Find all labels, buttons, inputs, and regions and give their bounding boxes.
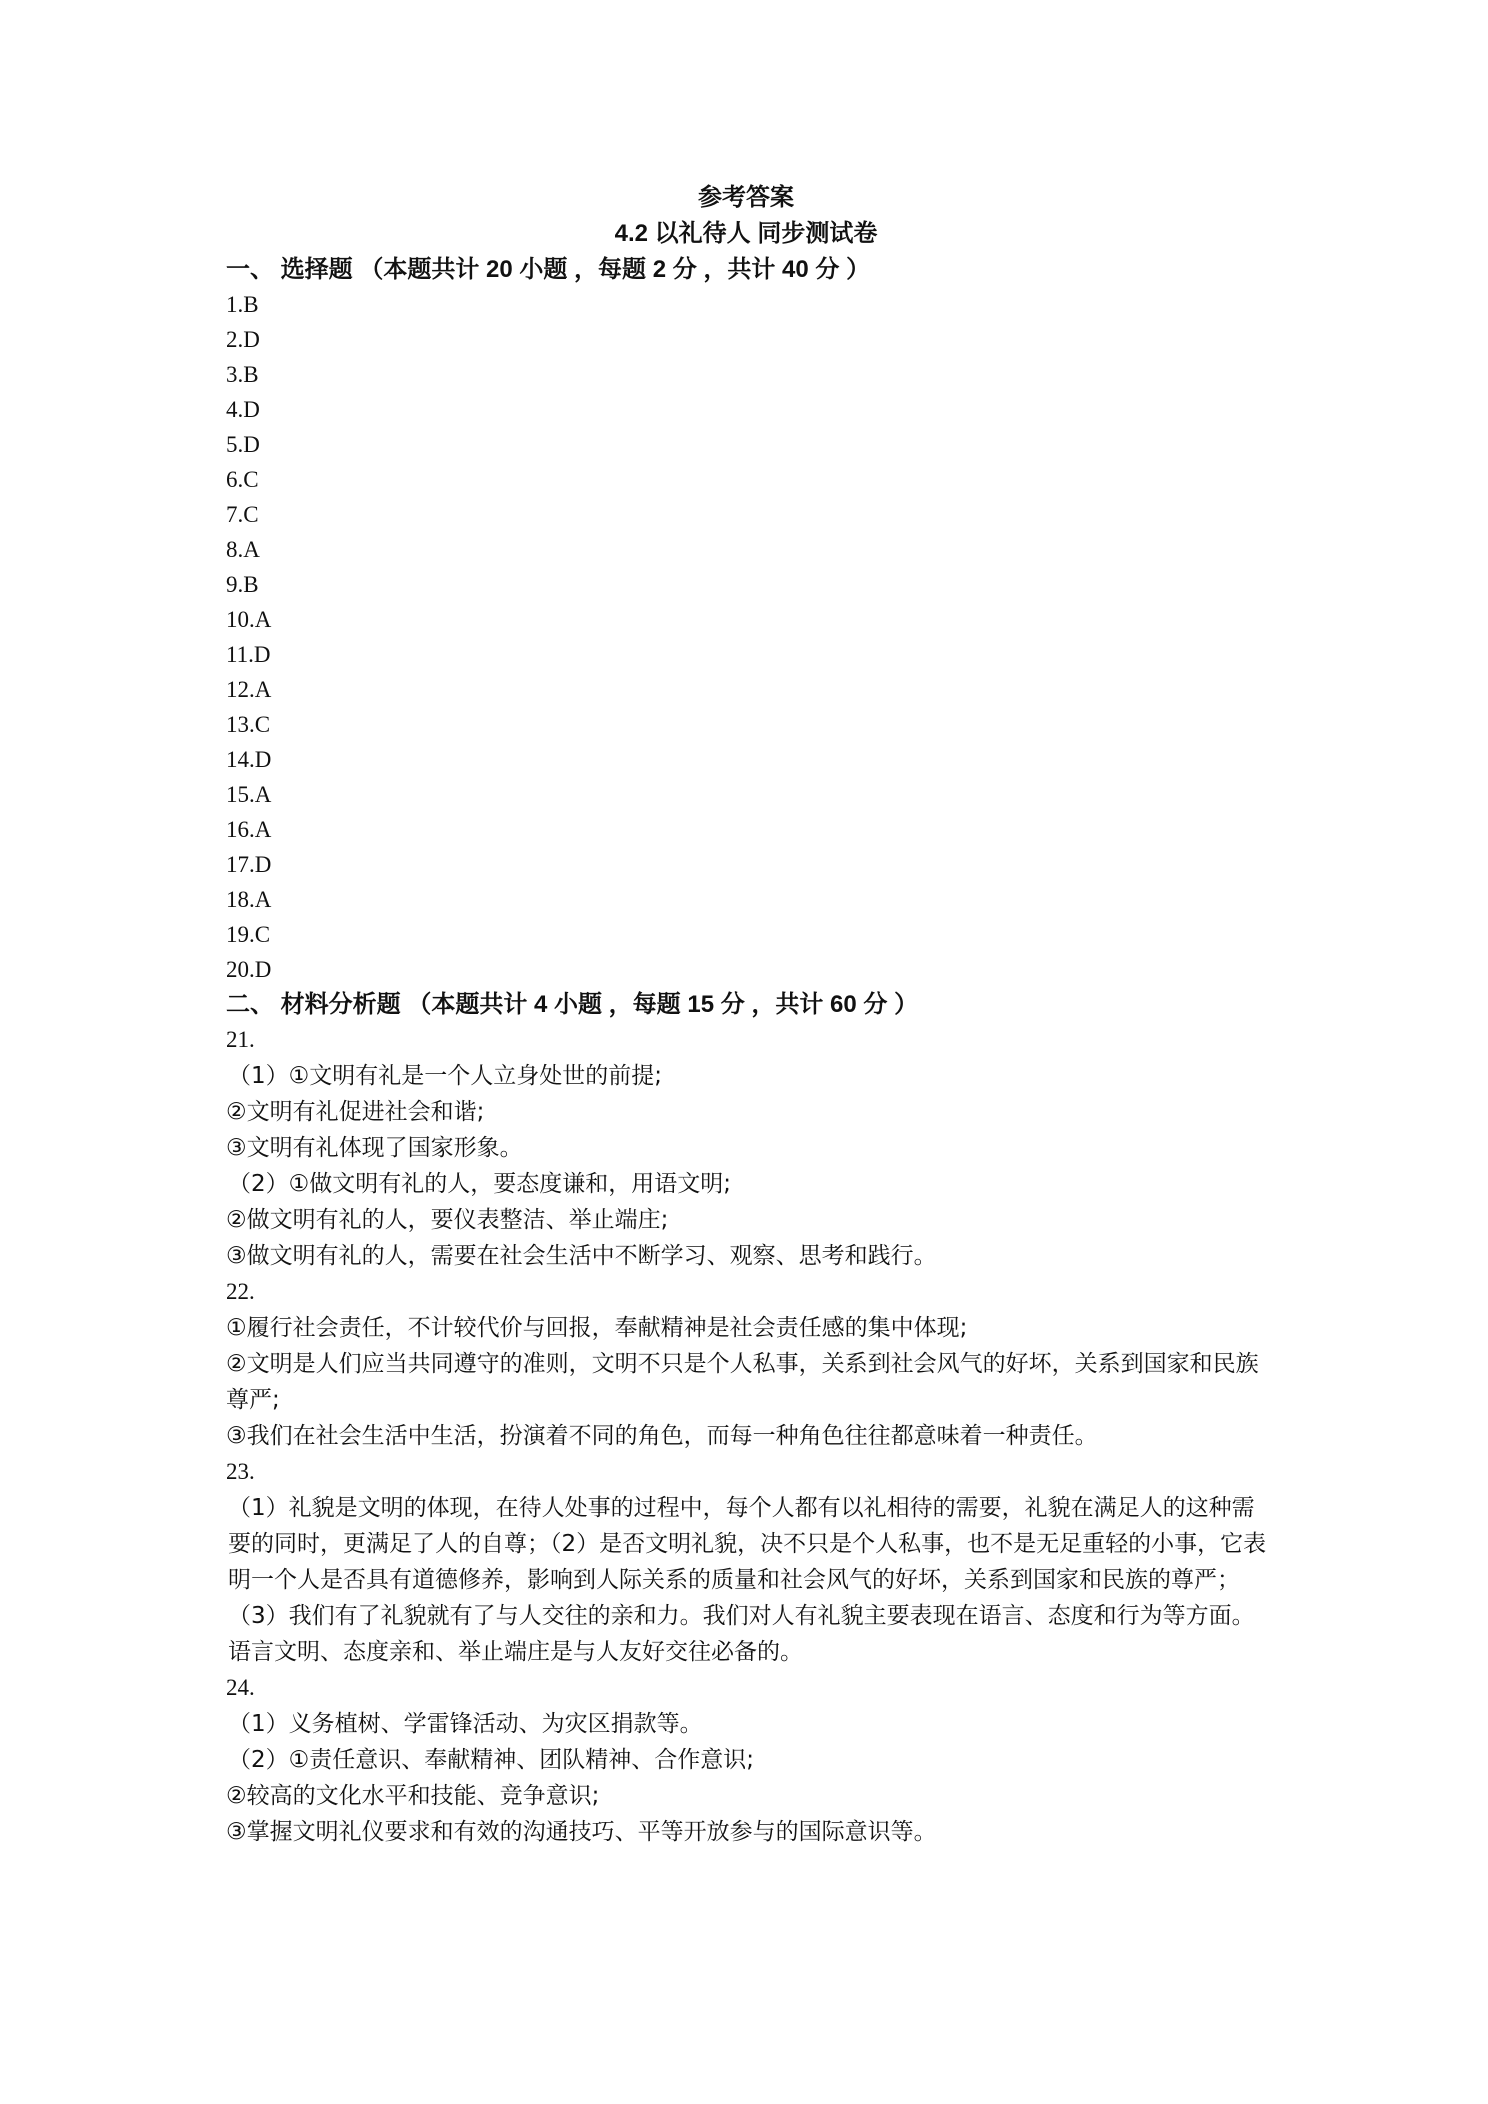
question-number: 23. (226, 1459, 255, 1484)
choice-answer: 12.A (226, 677, 272, 702)
choice-answer: 1.B (226, 292, 259, 317)
answer-line: （1）①文明有礼是一个人立身处世的前提; (228, 1063, 663, 1089)
choice-answer: 7.C (226, 502, 259, 527)
answer-line: （2）①做文明有礼的人，要态度谦和，用语文明; (228, 1171, 732, 1197)
answer-line: （2）①责任意识、奉献精神、团队精神、合作意识; (228, 1747, 755, 1773)
answer-line: （1）义务植树、学雷锋活动、为灾区捐款等。 (228, 1711, 703, 1737)
choice-answer: 20.D (226, 957, 272, 982)
document-title: 参考答案 (698, 184, 794, 211)
answer-line: ②文明是人们应当共同遵守的准则，文明不只是个人私事，关系到社会风气的好坏，关系到国家和民族尊严; (226, 1351, 1259, 1413)
answer-line: ③做文明有礼的人，需要在社会生活中不断学习、观察、思考和践行。 (226, 1243, 937, 1269)
choice-answer: 5.D (226, 432, 260, 457)
choice-answer-list (226, 287, 1266, 987)
choice-answer: 18.A (226, 887, 272, 912)
document-subtitle: 4.2 以礼待人 同步测试卷 (614, 220, 878, 247)
question-23 (226, 1454, 1266, 1670)
choice-answer: 17.D (226, 852, 272, 877)
question-number: 24. (226, 1675, 255, 1700)
choice-answer: 6.C (226, 467, 259, 492)
answer-line: ③文明有礼体现了国家形象。 (226, 1135, 523, 1161)
question-24 (226, 1670, 1266, 1850)
answer-paragraph: （1）礼貌是文明的体现，在待人处事的过程中，每个人都有以礼相待的需要，礼貌在满足人的这种需要的同时，更满足了人的自尊；（2）是否文明礼貌，决不只是个人私事，也不是无足重轻的小事，它表明一个人是否具有道德修养，影响到人际关系的质量和社会风气的好坏，关系到国家和民族的尊严；（3）我们有了礼貌就有了与人交往的亲和力。我们对人有礼貌主要表现在语言、态度和行为等方面。语言文明、态度亲和、举止端庄是与人友好交往必备的。 (228, 1495, 1267, 1665)
answer-line: ②文明有礼促进社会和谐; (226, 1099, 485, 1125)
choice-answer: 15.A (226, 782, 272, 807)
question-number: 22. (226, 1279, 255, 1304)
section-1-heading: 一、 选择题 （本题共计 20 小题 ，每题 2 分 ，共计 40 分 ） (226, 256, 871, 283)
choice-answer: 9.B (226, 572, 259, 597)
choice-answer: 11.D (226, 642, 271, 667)
choice-answer: 19.C (226, 922, 271, 947)
choice-answer: 13.C (226, 712, 271, 737)
choice-answer: 2.D (226, 327, 260, 352)
choice-answer: 16.A (226, 817, 272, 842)
question-number: 21. (226, 1027, 255, 1052)
answer-line: ③我们在社会生活中生活，扮演着不同的角色，而每一种角色往往都意味着一种责任。 (226, 1423, 1098, 1449)
answer-line: ②做文明有礼的人，要仪表整洁、举止端庄; (226, 1207, 669, 1233)
answer-line: ②较高的文化水平和技能、竞争意识; (226, 1783, 600, 1809)
question-22 (226, 1274, 1266, 1454)
question-21 (226, 1022, 1266, 1274)
choice-answer: 8.A (226, 537, 260, 562)
choice-answer: 14.D (226, 747, 272, 772)
choice-answer: 10.A (226, 607, 272, 632)
choice-answer: 3.B (226, 362, 259, 387)
answer-line: ①履行社会责任，不计较代价与回报，奉献精神是社会责任感的集中体现; (226, 1315, 968, 1341)
document-content (226, 180, 1266, 1850)
choice-answer: 4.D (226, 397, 260, 422)
answer-line: ③掌握文明礼仪要求和有效的沟通技巧、平等开放参与的国际意识等。 (226, 1819, 937, 1845)
section-2-heading: 二、 材料分析题 （本题共计 4 小题 ，每题 15 分 ，共计 60 分 ） (226, 991, 919, 1018)
